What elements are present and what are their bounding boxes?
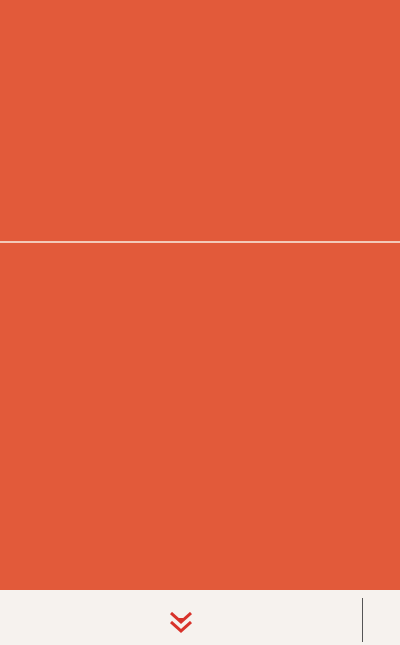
price-divider [362, 598, 363, 642]
divider-line [0, 241, 400, 243]
cheshmeh-logo-icon [168, 610, 194, 634]
isbn-barcode [238, 611, 354, 641]
